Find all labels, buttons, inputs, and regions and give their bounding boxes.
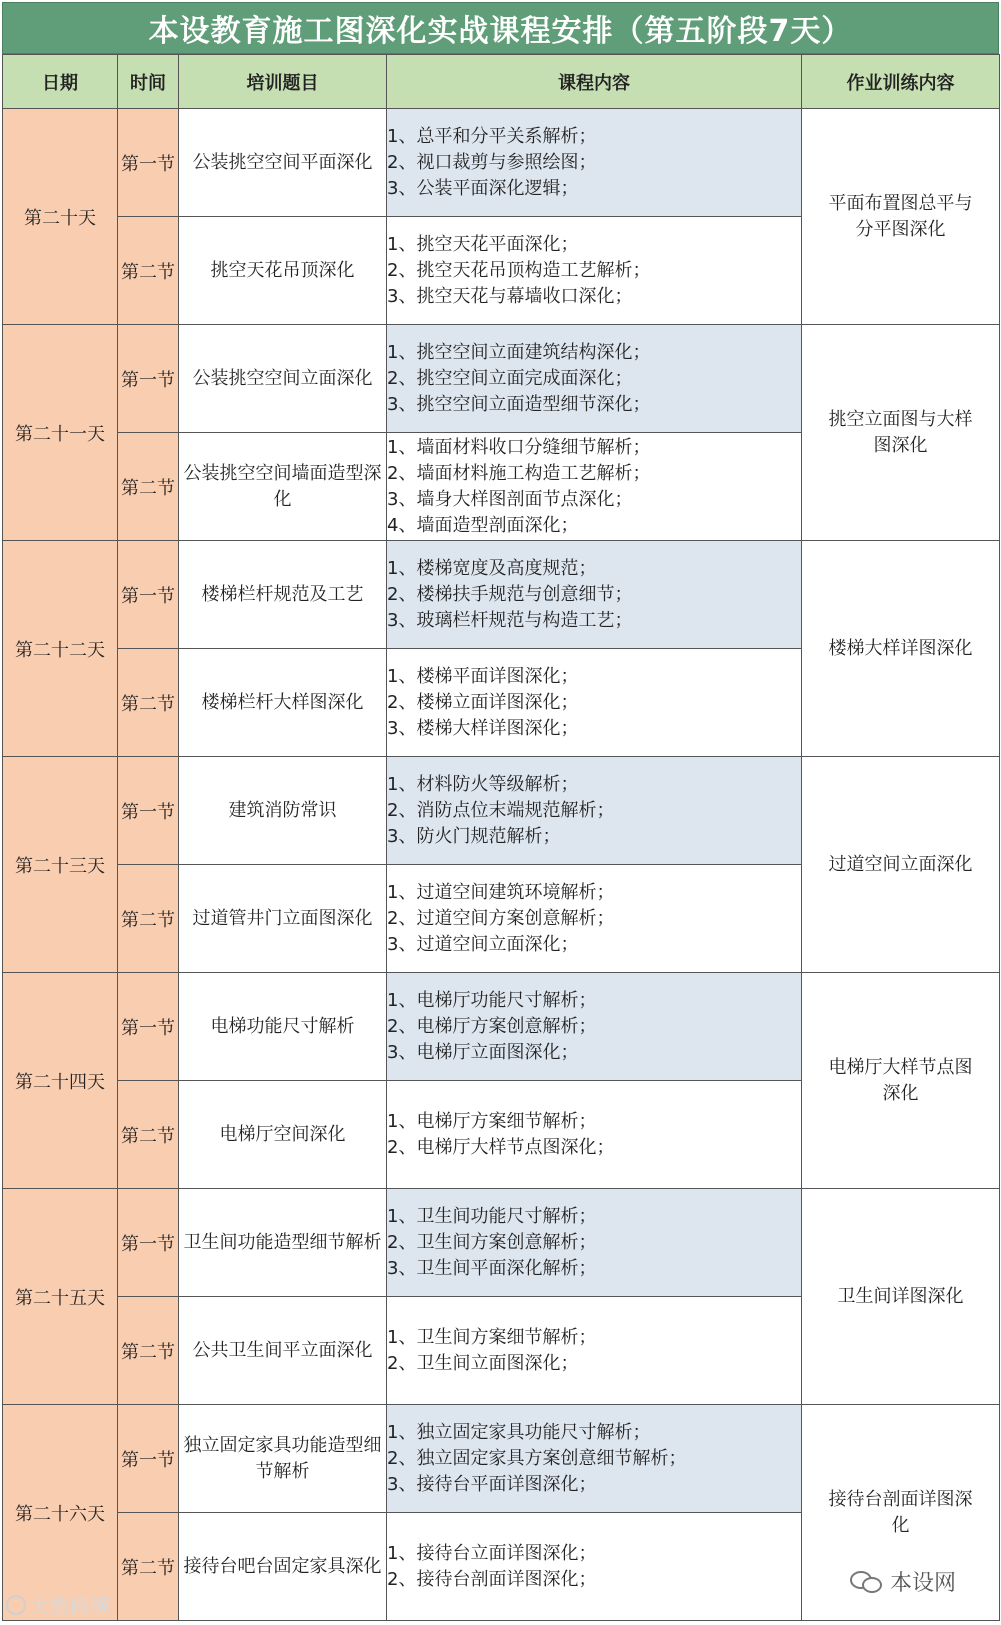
topic-line: 楼梯栏杆规范及工艺 — [201, 583, 364, 605]
day-cell: 第二十六天 — [3, 1405, 118, 1621]
day-cell: 第二十五天 — [3, 1189, 118, 1405]
content-line: 2、视口裁剪与参照绘图； — [387, 151, 597, 173]
session-cell: 第一节 — [118, 1405, 179, 1513]
session-cell: 第一节 — [118, 541, 179, 649]
topic-cell — [179, 541, 387, 649]
topic-line: 过道管井门立面图深化 — [192, 907, 373, 929]
topic-cell — [179, 1297, 387, 1405]
topic-line: 楼梯栏杆大样图深化 — [201, 691, 364, 713]
content-line: 2、电梯厅方案创意解析； — [387, 1015, 597, 1037]
topic-line: 独立固定家具功能造型细 — [183, 1434, 382, 1456]
content-cell — [387, 865, 802, 973]
homework-line: 卫生间详图深化 — [837, 1285, 964, 1307]
content-line: 2、挑空空间立面完成面深化； — [387, 367, 633, 389]
content-cell — [387, 1405, 802, 1513]
content-line: 4、墙面造型剖面深化； — [387, 514, 579, 536]
content-line: 2、过道空间方案创意解析； — [387, 907, 615, 929]
topic-cell — [179, 217, 387, 325]
topic-cell — [179, 325, 387, 433]
content-line: 3、挑空天花与幕墙收口深化； — [387, 285, 633, 307]
content-cell — [387, 757, 802, 865]
content-line: 1、材料防火等级解析； — [387, 773, 579, 795]
content-line: 1、楼梯宽度及高度规范； — [387, 557, 597, 579]
table-row — [3, 1405, 1000, 1513]
session-cell: 第二节 — [118, 217, 179, 325]
session-cell: 第二节 — [118, 1513, 179, 1621]
content-line: 2、接待台剖面详图深化； — [387, 1568, 597, 1590]
content-line: 1、电梯厅方案细节解析； — [387, 1110, 597, 1132]
homework-line: 图深化 — [873, 434, 928, 456]
content-cell — [387, 217, 802, 325]
homework-line: 楼梯大样详图深化 — [828, 637, 973, 659]
content-line: 3、楼梯大样详图深化； — [387, 717, 579, 739]
content-cell — [387, 649, 802, 757]
content-line: 1、挑空空间立面建筑结构深化； — [387, 341, 651, 363]
homework-line: 分平图深化 — [855, 218, 946, 240]
content-line: 3、防火门规范解析； — [387, 825, 561, 847]
content-line: 1、墙面材料收口分缝细节解析； — [387, 436, 651, 458]
homework-line: 平面布置图总平与 — [828, 192, 973, 214]
homework-line: 接待台剖面详图深 — [828, 1488, 973, 1510]
topic-cell — [179, 649, 387, 757]
content-line: 1、接待台立面详图深化； — [387, 1542, 597, 1564]
content-line: 2、墙面材料施工构造工艺解析； — [387, 462, 651, 484]
content-cell — [387, 325, 802, 433]
content-cell — [387, 973, 802, 1081]
homework-cell — [802, 757, 1000, 973]
topic-cell — [179, 109, 387, 217]
content-cell — [387, 109, 802, 217]
table-row — [3, 109, 1000, 217]
day-cell: 第二十一天 — [3, 325, 118, 541]
topic-cell — [179, 1405, 387, 1513]
session-cell: 第二节 — [118, 433, 179, 541]
topic-line: 公装挑空空间墙面造型深 — [183, 462, 382, 484]
homework-cell — [802, 541, 1000, 757]
content-line: 3、墙身大样图剖面节点深化； — [387, 488, 633, 510]
watermark-right — [850, 1566, 956, 1597]
topic-cell — [179, 1081, 387, 1189]
content-line: 3、卫生间平面深化解析； — [387, 1257, 597, 1279]
homework-line: 深化 — [882, 1082, 919, 1104]
session-cell: 第一节 — [118, 109, 179, 217]
logo-icon — [6, 1595, 26, 1615]
content-line: 1、独立固定家具功能尺寸解析； — [387, 1421, 651, 1443]
watermark-left-text: 大数跨境 — [30, 1594, 110, 1618]
header-topic: 培训题目 — [179, 55, 387, 109]
session-cell: 第二节 — [118, 1297, 179, 1405]
homework-line: 挑空立面图与大样 — [828, 408, 973, 430]
topic-line: 公装挑空空间立面深化 — [192, 367, 373, 389]
header-homework: 作业训练内容 — [802, 55, 1000, 109]
content-line: 2、电梯厅大样节点图深化； — [387, 1136, 615, 1158]
content-cell — [387, 1513, 802, 1621]
topic-line: 接待台吧台固定家具深化 — [183, 1555, 382, 1577]
content-line: 3、电梯厅立面图深化； — [387, 1041, 579, 1063]
content-line: 3、过道空间立面深化； — [387, 933, 579, 955]
content-cell — [387, 1189, 802, 1297]
homework-line: 过道空间立面深化 — [828, 853, 973, 875]
topic-cell — [179, 865, 387, 973]
homework-line: 电梯厅大样节点图 — [828, 1056, 973, 1078]
homework-cell — [802, 325, 1000, 541]
session-cell: 第二节 — [118, 865, 179, 973]
content-cell — [387, 1081, 802, 1189]
topic-line: 电梯功能尺寸解析 — [210, 1015, 355, 1037]
watermark-right-text: 本设网 — [890, 1571, 957, 1596]
topic-line: 化 — [273, 488, 292, 510]
topic-line: 公装挑空空间平面深化 — [192, 151, 373, 173]
topic-cell — [179, 1513, 387, 1621]
table-row — [3, 1189, 1000, 1297]
topic-line: 公共卫生间平立面深化 — [192, 1339, 373, 1361]
content-line: 1、总平和分平关系解析； — [387, 125, 597, 147]
session-cell: 第二节 — [118, 649, 179, 757]
header-date: 日期 — [3, 55, 118, 109]
table-header-row — [3, 55, 1000, 109]
header-time: 时间 — [118, 55, 179, 109]
day-cell: 第二十二天 — [3, 541, 118, 757]
session-cell: 第一节 — [118, 757, 179, 865]
content-line: 2、楼梯扶手规范与创意细节； — [387, 583, 633, 605]
topic-cell — [179, 1189, 387, 1297]
session-cell: 第二节 — [118, 1081, 179, 1189]
homework-cell — [802, 973, 1000, 1189]
schedule-body — [3, 109, 1000, 1621]
wechat-icon — [850, 1569, 884, 1595]
content-cell — [387, 433, 802, 541]
topic-line: 卫生间功能造型细节解析 — [183, 1231, 382, 1253]
content-line: 2、楼梯立面详图深化； — [387, 691, 579, 713]
table-row — [3, 973, 1000, 1081]
topic-line: 节解析 — [255, 1460, 310, 1482]
content-line: 1、挑空天花平面深化； — [387, 233, 579, 255]
content-line: 1、卫生间功能尺寸解析； — [387, 1205, 597, 1227]
session-cell: 第一节 — [118, 325, 179, 433]
table-row — [3, 541, 1000, 649]
content-line: 1、电梯厅功能尺寸解析； — [387, 989, 597, 1011]
day-cell: 第二十三天 — [3, 757, 118, 973]
table-row — [3, 325, 1000, 433]
table-row — [3, 757, 1000, 865]
content-line: 3、玻璃栏杆规范与构造工艺； — [387, 609, 633, 631]
content-line: 1、过道空间建筑环境解析； — [387, 881, 615, 903]
header-content: 课程内容 — [387, 55, 802, 109]
watermark-left — [6, 1590, 110, 1619]
day-cell: 第二十天 — [3, 109, 118, 325]
topic-cell — [179, 433, 387, 541]
content-line: 3、挑空空间立面造型细节深化； — [387, 393, 651, 415]
page-title: 本设教育施工图深化实战课程安排（第五阶段7天） — [2, 2, 999, 54]
topic-line: 电梯厅空间深化 — [219, 1123, 346, 1145]
day-cell: 第二十四天 — [3, 973, 118, 1189]
content-line: 3、公装平面深化逻辑； — [387, 177, 579, 199]
session-cell: 第一节 — [118, 1189, 179, 1297]
homework-cell — [802, 1189, 1000, 1405]
content-line: 2、消防点位末端规范解析； — [387, 799, 615, 821]
content-cell — [387, 541, 802, 649]
homework-line: 化 — [891, 1514, 910, 1536]
topic-line: 挑空天花吊顶深化 — [210, 259, 355, 281]
schedule-table — [2, 54, 1000, 1621]
content-line: 2、卫生间立面图深化； — [387, 1352, 579, 1374]
content-line: 2、卫生间方案创意解析； — [387, 1231, 597, 1253]
session-cell: 第一节 — [118, 973, 179, 1081]
content-line: 2、挑空天花吊顶构造工艺解析； — [387, 259, 651, 281]
content-line: 2、独立固定家具方案创意细节解析； — [387, 1447, 687, 1469]
content-line: 3、接待台平面详图深化； — [387, 1473, 597, 1495]
topic-cell — [179, 973, 387, 1081]
content-line: 1、楼梯平面详图深化； — [387, 665, 579, 687]
topic-line: 建筑消防常识 — [228, 799, 337, 821]
topic-cell — [179, 757, 387, 865]
content-cell — [387, 1297, 802, 1405]
homework-cell — [802, 109, 1000, 325]
content-line: 1、卫生间方案细节解析； — [387, 1326, 597, 1348]
